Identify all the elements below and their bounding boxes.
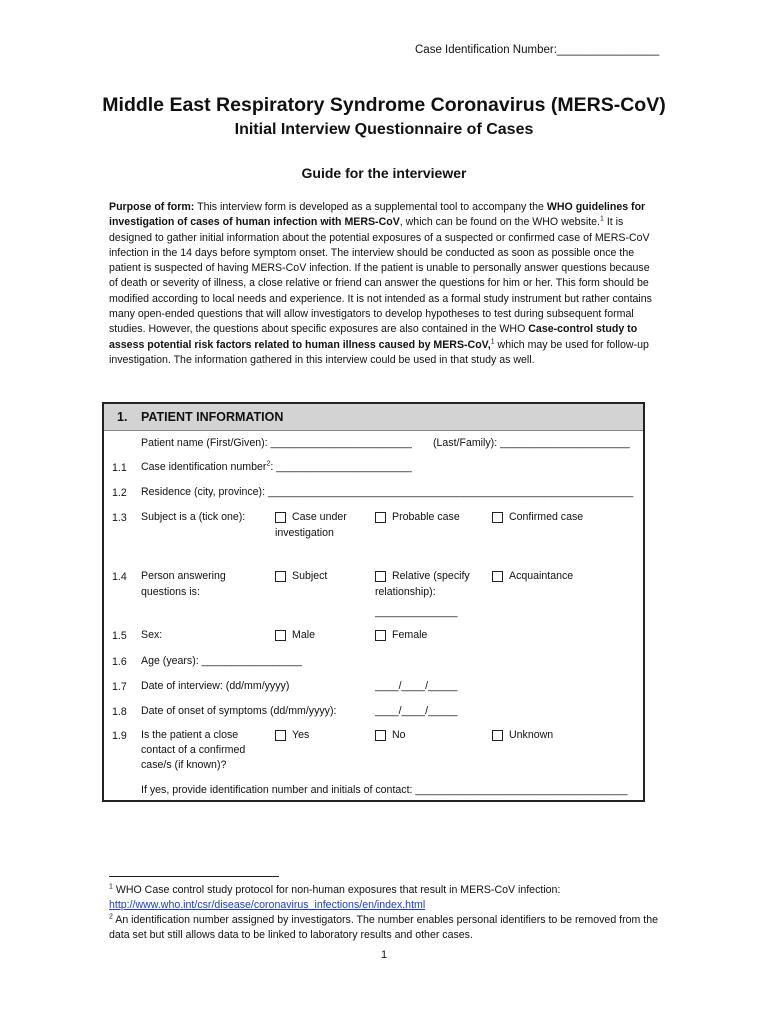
date-of-interview-label: Date of interview: (dd/mm/yyyy) [141,680,290,692]
unknown-label: Unknown [509,729,554,741]
who-guidelines-reference: WHO guidelines for investigation of cases of human infection with MERS-CoV [109,201,646,229]
relative-label: Relative (specify [392,570,470,582]
subject-label: Subject [292,570,328,582]
close-contact-label-3: case/s (if known)? [141,759,227,771]
date-of-interview-field[interactable]: ____/____/_____ [375,680,458,692]
case-under-investigation-checkbox[interactable] [275,512,286,523]
row-number: 1.5 [112,630,127,642]
document-subtitle: Initial Interview Questionnaire of Cases [234,121,534,138]
footnote-1-text: WHO Case control study protocol for non-human exposures that result in MERS-CoV infection: [112,884,561,896]
purpose-text-3: It is designed to gather initial information about the potential exposures of a suspected or confirmed case of MERS-CoV infection in the 14 days before symptom onset. The interview should be conducted as soon as possible once the patient is suspected of having MERS-CoV infection. If the patient is unable to personally answer questions because of death or severity of illness, a close relative or friend can answer the questions for him or her. This form should be modified according to local needs and experience. It is not intended as a formal study instrument but rather contains many open-ended questions that will allow investigators to develop hypotheses to test during subsequent formal studies. However, the questions about specific exposures are also contained in the WHO [109,216,652,336]
probable-case-checkbox[interactable] [375,512,386,523]
footnote-ref-2: 2 [266,460,271,468]
acquaintance-checkbox[interactable] [492,571,503,582]
probable-case-label: Probable case [392,511,460,523]
female-label: Female [392,629,428,641]
relationship-field[interactable]: ______________ [375,606,458,618]
row-number: 1.7 [112,681,127,693]
female-checkbox[interactable] [375,630,386,641]
yes-checkbox[interactable] [275,730,286,741]
footnote-1 [109,883,669,898]
contact-identification-field[interactable]: If yes, provide identification number and initials of contact: ____________________________________ [141,784,628,796]
patient-first-name-field[interactable]: Patient name (First/Given): ________________________ [141,437,412,449]
subject-type-label: Subject is a (tick one): [141,511,246,523]
purpose-lead: Purpose of form: [109,201,195,213]
confirmed-case-label: Confirmed case [509,511,584,523]
row-number: 1.3 [112,512,127,524]
date-of-onset-field[interactable]: ____/____/_____ [375,705,458,717]
no-label: No [392,729,406,741]
footnote-2 [109,913,669,943]
case-id-number-blank: : _______________________ [270,461,412,473]
case-identification-number-field[interactable]: Case Identification Number:________________ [415,44,660,56]
residence-field[interactable]: Residence (city, province): ______________________________________________________________ [141,486,634,498]
footnote-ref-1b: 1 [490,338,495,346]
close-contact-label-2: contact of a confirmed [141,744,246,756]
purpose-paragraph [109,200,661,368]
male-label: Male [292,629,315,641]
footnote-2-marker: 2 [109,913,113,921]
confirmed-case-checkbox[interactable] [492,512,503,523]
case-control-study-reference: Case-control study to assess potential risk factors related to human illness caused by MERS-CoV, [109,323,638,351]
relative-checkbox[interactable] [375,571,386,582]
male-checkbox[interactable] [275,630,286,641]
case-id-number-field[interactable] [141,460,412,476]
footnote-1-marker: 1 [109,883,113,891]
date-of-onset-label: Date of onset of symptoms (dd/mm/yyyy): [141,705,337,717]
no-checkbox[interactable] [375,730,386,741]
case-under-investigation-label-2: investigation [275,527,334,539]
row-number: 1.4 [112,571,127,583]
row-number: 1.8 [112,706,127,718]
footnote-ref-1: 1 [599,215,604,223]
row-number: 1.6 [112,656,127,668]
who-protocol-link[interactable]: http://www.who.int/csr/disease/coronavirus_infections/en/index.html [109,899,426,911]
case-id-number-label: Case identification number [141,461,267,473]
patient-last-name-field[interactable]: (Last/Family): ______________________ [433,437,630,449]
purpose-text-4: which may be used for follow-up investigation. The information gathered in this interview could be used in that study as well. [109,338,649,366]
page-number: 1 [380,949,388,961]
person-answering-label-2: questions is: [141,586,200,598]
footnote-divider [109,876,279,877]
purpose-text-2: , which can be found on the WHO website. [399,216,600,229]
relative-label-2: relationship): [375,586,436,598]
row-number: 1.9 [112,730,127,742]
person-answering-label: Person answering [141,570,226,582]
close-contact-label: Is the patient a close [141,729,239,741]
section-title: PATIENT INFORMATION [141,410,284,424]
row-number: 1.1 [112,462,127,474]
document-title: Middle East Respiratory Syndrome Coronavirus (MERS-CoV) [102,94,666,116]
unknown-checkbox[interactable] [492,730,503,741]
sex-label: Sex: [141,629,163,641]
footnote-2-text: An identification number assigned by investigators. The number enables personal identifiers to be removed from the data set but still allows data to be linked to laboratory results and other cases. [109,914,659,941]
acquaintance-label: Acquaintance [509,570,574,582]
purpose-text-1: This interview form is developed as a supplemental tool to accompany the [194,201,547,213]
row-number: 1.2 [112,487,127,499]
yes-label: Yes [292,729,310,741]
section-number: 1. [117,410,128,424]
case-under-investigation-label: Case under [292,511,347,523]
guide-heading: Guide for the interviewer [301,165,467,181]
age-field[interactable]: Age (years): _________________ [141,655,302,667]
subject-checkbox[interactable] [275,571,286,582]
